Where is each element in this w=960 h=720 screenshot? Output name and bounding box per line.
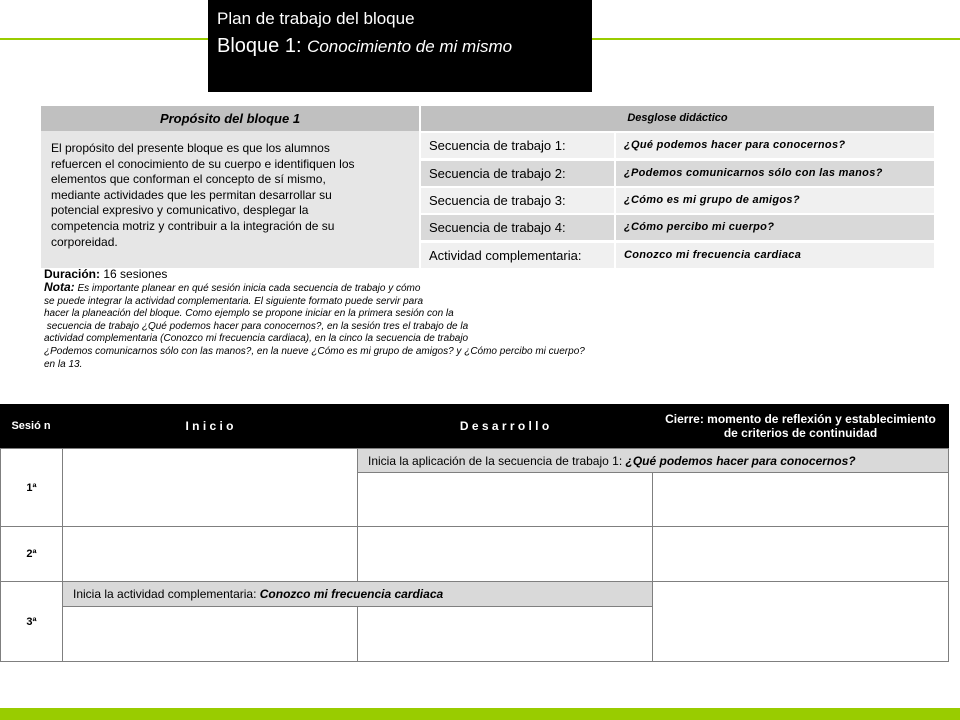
sequence-value-2: ¿Podemos comunicarnos sólo con las manos? [616, 161, 934, 186]
complementary-value: Conozco mi frecuencia cardiaca [616, 243, 934, 268]
session-3-development[interactable] [357, 606, 653, 662]
note-line: actividad complementaria (Conozco mi frecuencia cardiaca), en la cinco la secuencia de trabajo [44, 333, 469, 345]
note-line: hacer la planeación del bloque. Como ejemplo se propone iniciar en la primera sesión con la [44, 308, 454, 320]
header-closing: Cierre: momento de reflexión y establecimiento de criterios de continuidad [652, 404, 949, 448]
purpose-line: corporeidad. [51, 234, 118, 249]
session-1-closing[interactable] [652, 472, 949, 527]
purpose-line: elementos que conforman el concepto de sí mismo, [51, 172, 326, 187]
purpose-line: El propósito del presente bloque es que los alumnos [51, 141, 330, 155]
duration-value: 16 sesiones [103, 267, 168, 281]
session-1-note-sequence: ¿Qué podemos hacer para conocernos? [625, 453, 856, 468]
session-1-label: 1ª [0, 448, 63, 527]
session-2-start[interactable] [62, 526, 358, 582]
sequence-value-4: ¿Cómo percibo mi cuerpo? [616, 215, 934, 240]
session-3-start[interactable] [62, 606, 358, 662]
planning-table [0, 404, 949, 662]
purpose-line: competencia motriz y contribuir a la integración de su [51, 218, 335, 233]
session-3-label: 3ª [0, 581, 63, 662]
accent-line-right [592, 38, 960, 40]
session-1-start[interactable] [62, 448, 358, 527]
session-3-note-activity: Conozco mi frecuencia cardiaca [259, 587, 444, 601]
purpose-line: refuercen el conocimiento de su cuerpo e identifiquen los [51, 156, 355, 171]
sequence-label-2: Secuencia de trabajo 2: [421, 161, 614, 186]
sequence-value-1: ¿Qué podemos hacer para conocernos? [616, 133, 934, 158]
note-line: ¿Podemos comunicarnos sólo con las manos?, en la nueve ¿Cómo es mi grupo de amigos? y ¿Cómo percibo mi cuerpo? [44, 345, 585, 357]
duration [44, 268, 724, 281]
sequence-label-3: Secuencia de trabajo 3: [421, 188, 614, 213]
title-box [208, 0, 592, 92]
header-session: Sesió n [0, 404, 62, 448]
session-2-development[interactable] [357, 526, 653, 582]
session-1-development[interactable] [357, 472, 653, 527]
purpose-header: Propósito del bloque 1 [41, 106, 419, 131]
notes-section [44, 268, 724, 371]
session-1-note-prefix: Inicia la aplicación de la secuencia de trabajo 1: [368, 453, 623, 468]
accent-line-left [0, 38, 208, 40]
note-text: Es importante planear en qué sesión inicia cada secuencia de trabajo y cómo [77, 283, 421, 294]
title-line-2 [217, 35, 512, 58]
note-line [44, 281, 724, 296]
note-line: secuencia de trabajo ¿Qué podemos hacer para conocernos?, en la sesión tres el trabajo de la [44, 320, 469, 332]
purpose-text [41, 131, 419, 268]
purpose-line: mediante actividades que les permitan desarrollar su [51, 187, 332, 202]
block-name: Conocimiento de mi mismo [307, 37, 513, 56]
session-3-closing[interactable] [652, 581, 949, 662]
session-2-label: 2ª [0, 526, 63, 582]
block-number: Bloque 1: [217, 35, 308, 57]
header-development: D e s a r r o l l o [357, 404, 652, 448]
sequence-label-1: Secuencia de trabajo 1: [421, 133, 614, 158]
complementary-label: Actividad complementaria: [421, 243, 614, 268]
note-line: se puede integrar la actividad complementaria. El siguiente formato puede servir para [44, 295, 424, 307]
session-3-note-prefix: Inicia la actividad complementaria: [73, 587, 257, 601]
session-2-closing[interactable] [652, 526, 949, 582]
sequence-label-4: Secuencia de trabajo 4: [421, 215, 614, 240]
title-line-1: Plan de trabajo del bloque [217, 9, 415, 28]
note-label: Nota: [44, 280, 75, 294]
sequence-value-3: ¿Cómo es mi grupo de amigos? [616, 188, 934, 213]
purpose-line: potencial expresivo y comunicativo, desplegar la [51, 203, 309, 218]
session-1-note [357, 448, 949, 473]
note-line: en la 13. [44, 358, 83, 370]
footer-accent-bar [0, 708, 960, 720]
breakdown-header: Desglose didáctico [421, 106, 934, 131]
header-start: I n i c i o [62, 404, 357, 448]
duration-label: Duración: [44, 267, 101, 281]
session-3-note [62, 581, 653, 607]
